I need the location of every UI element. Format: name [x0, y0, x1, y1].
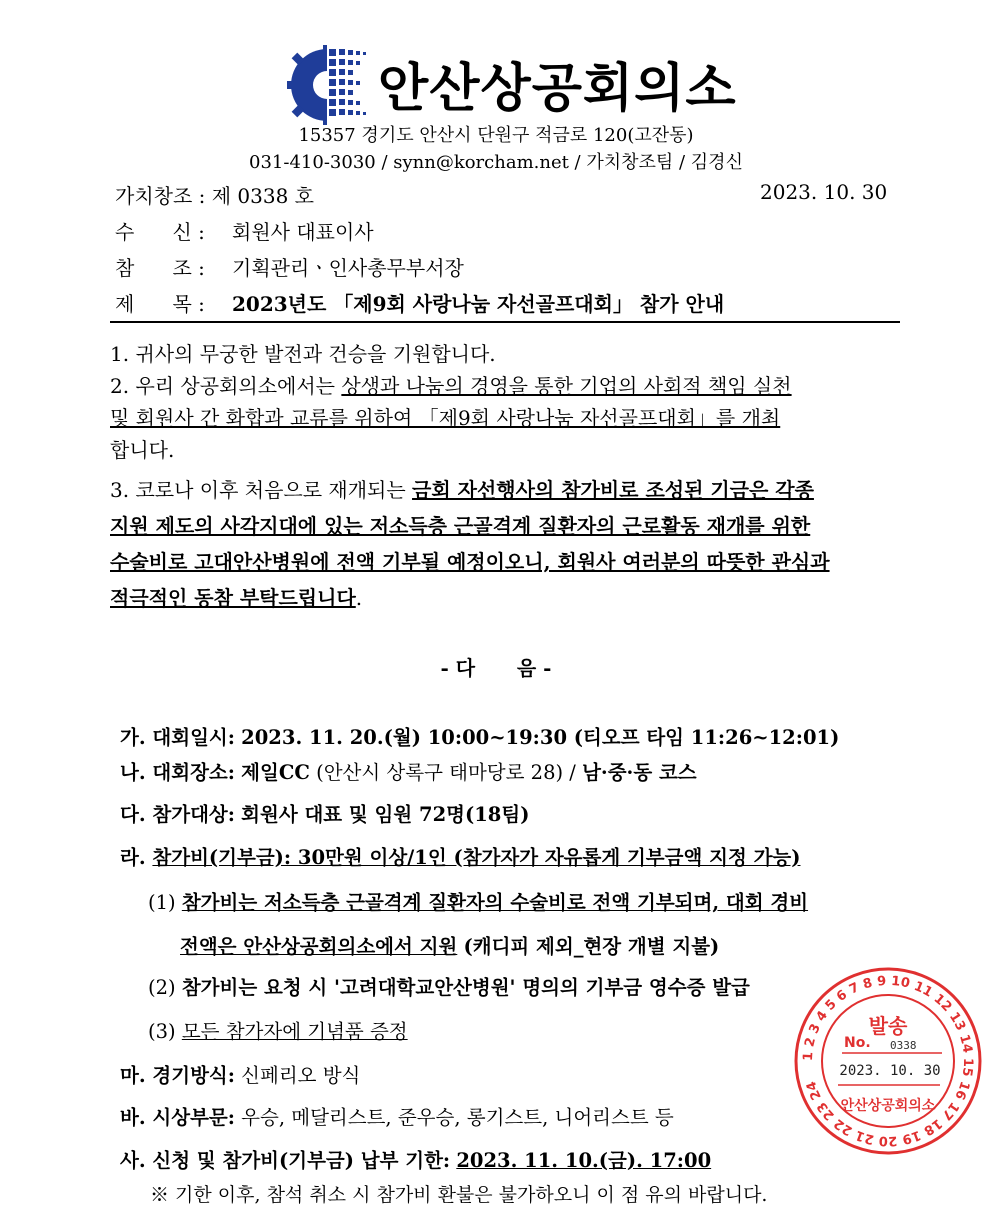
stamp-title: 발송: [868, 1014, 908, 1038]
stamp-date: 2023. 10. 30: [839, 1063, 941, 1079]
s3-text: 모든 참가자에 기념품 증정: [181, 1020, 408, 1043]
subitem-3: [148, 1016, 408, 1044]
deadline-note: ※ 기한 이후, 참석 취소 시 참가비 환불은 불가하오니 이 점 유의 바랍니다.: [150, 1184, 768, 1206]
paragraph-3-line-4: [110, 582, 887, 614]
subject-value: 2023년도 「제9회 사랑나눔 자선골프대회」 참가 안내: [232, 292, 725, 316]
paragraph-2-line-1: [110, 370, 887, 402]
ra-value: 참가비(기부금): 30만원 이상/1인 (참가자가 자유롭게 기부금액 지정 가능): [152, 846, 801, 869]
s1-line-1: 참가비는 저소득층 근골격계 질환자의 수술비로 전액 기부되며, 대회 경비: [181, 891, 809, 914]
logo-text: 안산상공회의소: [378, 59, 737, 119]
doc-date: 2023. 10. 30: [760, 180, 888, 204]
ra-prefix: 라.: [120, 846, 153, 869]
item-da: [120, 799, 529, 827]
da-value: 회원사 대표 및 임원 72명(18팀): [241, 803, 530, 826]
ma-value: 신페리오 방식: [241, 1064, 361, 1087]
sa-value: 2023. 11. 10.(금). 17:00: [456, 1149, 712, 1172]
item-ba: [120, 1102, 674, 1130]
ba-value: 우승, 메달리스트, 준우승, 롱기스트, 니어리스트 등: [241, 1106, 674, 1129]
ga-label: 가. 대회일시:: [120, 726, 235, 749]
paragraph-2-line-2: 및 회원사 간 화합과 교류를 위하여 「제9회 사랑나눔 자선골프대회」를 개최: [110, 406, 781, 430]
sa-label: 사. 신청 및 참가비(기부금) 납부 기한:: [120, 1149, 451, 1172]
p3-end: .: [355, 586, 363, 610]
ba-label: 바. 시상부문:: [120, 1106, 235, 1129]
svg-text:1 2 3 4 5 6 7 8 9 10 11 12 13: [801, 974, 975, 1148]
to-value: 회원사 대표이사: [232, 220, 374, 244]
address: 15357 경기도 안산시 단원구 적금로 120(고잔동): [298, 125, 694, 146]
s2-num: (2): [148, 976, 176, 999]
divider: [110, 321, 900, 323]
paragraph-1: 1. 귀사의 무궁한 발전과 건승을 기원합니다.: [110, 342, 496, 366]
ma-label: 마. 경기방식:: [120, 1064, 235, 1087]
ref-value: 기획관리ㆍ인사총무부서장: [232, 256, 464, 280]
item-ma: [120, 1060, 360, 1088]
s3-num: (3): [148, 1020, 176, 1043]
dispatch-stamp: [792, 965, 984, 1157]
paragraph-3-line-2: 지원 제도의 사각지대에 있는 저소득층 근골격계 질환자의 근로활동 재개를 위한: [110, 514, 811, 538]
na-label: 나. 대회장소:: [120, 761, 235, 784]
subitem-1-line-2: [180, 931, 719, 959]
stamp-no-value: 0338: [890, 1039, 917, 1052]
subject-label: 제 목 :: [115, 292, 205, 316]
paragraph-3-line-1: [110, 474, 887, 506]
p3-bold-4: 적극적인 동참 부탁드립니다: [110, 586, 356, 610]
subitem-2: [148, 972, 750, 1000]
s1-line-2b: (캐디피 제외_현장 개별 지불): [463, 935, 720, 958]
paragraph-2-end: 합니다.: [110, 438, 175, 462]
to-label: 수 신 :: [115, 220, 205, 244]
item-ra: [120, 842, 800, 870]
na-value-2: (안산시 상록구 태마당로 28) /: [316, 761, 576, 784]
item-sa: [120, 1145, 711, 1173]
paragraph-3-line-3: 수술비로 고대안산병원에 전액 기부될 예정이오니, 회원사 여러분의 따뜻한 관심과: [110, 550, 830, 574]
s1-num: (1): [148, 891, 176, 914]
s2-text: 참가비는 요청 시 '고려대학교안산병원' 명의의 기부금 영수증 발급: [181, 976, 750, 999]
doc-number: 가치창조 : 제 0338 호: [115, 184, 314, 208]
da-label: 다. 참가대상:: [120, 803, 235, 826]
gear-icon: [287, 45, 367, 125]
item-ga: [120, 722, 839, 750]
contact-line: 031-410-3030 / synn@korcham.net / 가치창조팀 / 김경신: [249, 152, 743, 173]
na-value-1: 제일CC: [241, 761, 310, 784]
stamp-org: 안산상공회의소: [840, 1098, 936, 1114]
stamp-ring: 1 2 3 4 5 6 7 8 9 10 11 12 13 14 15 16 17 18 19 20 21 22 23 24: [800, 973, 976, 1149]
notice-title: - 다 음 -: [440, 656, 552, 680]
stamp-no-label: No.: [844, 1035, 871, 1051]
p2-prefix: 2. 우리 상공회의소에서는: [110, 374, 342, 398]
p3-prefix: 3. 코로나 이후 처음으로 재개되는: [110, 478, 413, 502]
na-value-3: 남·중·동 코스: [582, 761, 697, 784]
ga-value: 2023. 11. 20.(월) 10:00~19:30 (티오프 타임 11:26~12:01): [241, 726, 840, 749]
p2-underline-1: 상생과 나눔의 경영을 통한 기업의 사회적 책임 실천: [341, 374, 792, 398]
ref-label: 참 조 :: [115, 256, 205, 280]
item-na: [120, 757, 697, 785]
subitem-1-line-1: [148, 887, 808, 915]
s1-line-2a: 전액은 안산상공회의소에서 지원: [180, 935, 458, 958]
p3-bold-1: 금회 자선행사의 참가비로 조성된 기금은 각종: [412, 478, 814, 502]
